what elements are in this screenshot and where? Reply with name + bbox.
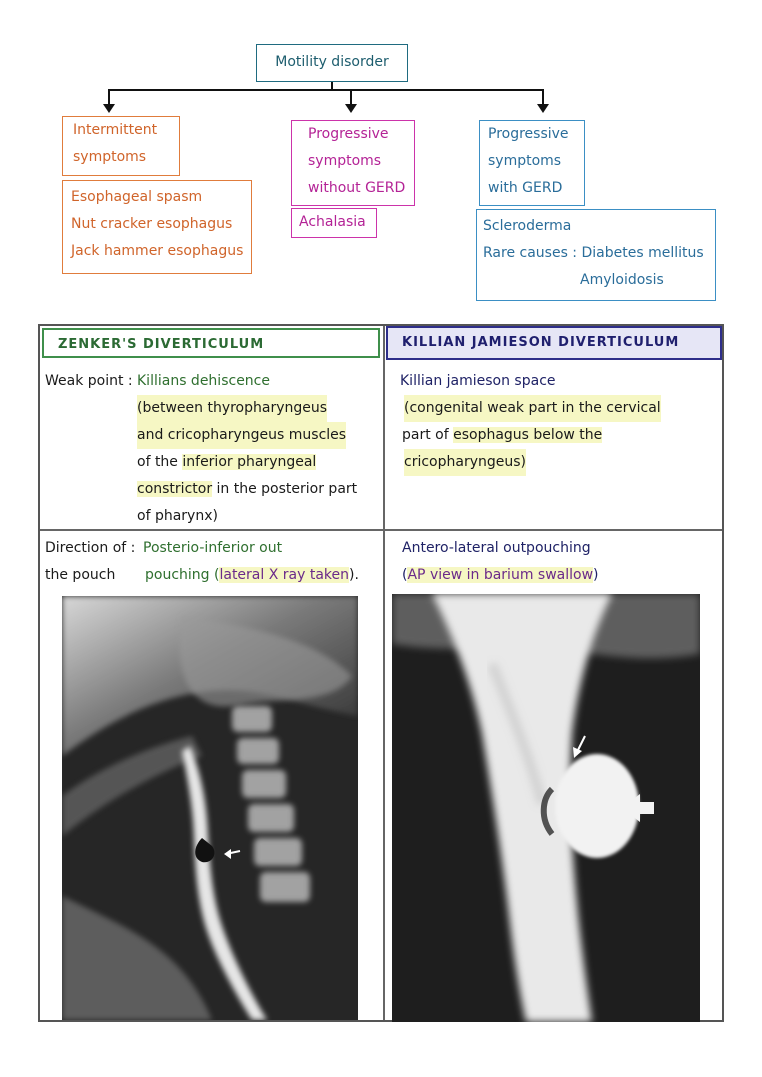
branch1-item-1: Esophageal spasm xyxy=(71,189,203,205)
branch1-item-2: Nut cracker esophagus xyxy=(71,216,233,232)
branch3-item-2: Rare causes : Diabetes mellitus xyxy=(483,245,704,261)
connector-right-down xyxy=(542,89,544,105)
root-label: Motility disorder xyxy=(275,54,389,70)
zenker-header: ZENKER'S DIVERTICULUM xyxy=(42,328,380,358)
right-dir-line-2c: ) xyxy=(593,567,599,583)
right-weak-line-3a: part of xyxy=(402,427,454,443)
right-dir-line-2b: AP view in barium swallow xyxy=(407,567,594,583)
left-dir-line-2b: lateral X ray taken xyxy=(219,567,349,583)
connector-horizontal xyxy=(108,89,544,91)
branch1-label-2: symptoms xyxy=(73,149,147,165)
branch3-item-1: Scleroderma xyxy=(483,218,572,234)
left-dir-label-1: Direction of : xyxy=(45,540,136,556)
right-dir-line-2a: ( xyxy=(402,567,408,583)
left-dir-line-2a: pouching ( xyxy=(145,567,220,583)
connector-mid-down xyxy=(350,89,352,105)
left-weak-line-3: and cricopharyngeus muscles xyxy=(137,422,346,449)
branch2-label-3: without GERD xyxy=(308,180,406,196)
right-weak-line-3b: esophagus below the xyxy=(453,427,603,443)
left-dir-line-2 xyxy=(145,562,359,589)
killian-xray-image xyxy=(392,594,700,1022)
root-box xyxy=(256,44,408,82)
comparison-table xyxy=(38,324,724,1022)
left-weak-line-4 xyxy=(137,449,316,476)
branch2-label-2: symptoms xyxy=(308,153,382,169)
branch1-label-1: Intermittent xyxy=(73,122,158,138)
branch3-label-1: Progressive xyxy=(488,126,569,142)
branch3-items-box xyxy=(476,209,716,301)
zenker-xray-image xyxy=(62,596,358,1020)
connector-left-down xyxy=(108,89,110,105)
killian-xray-drawing xyxy=(392,594,700,1022)
left-weak-line-2: (between thyropharyngeus xyxy=(137,395,327,422)
branch3-label-3: with GERD xyxy=(488,180,563,196)
left-weak-line-5b: in the posterior part xyxy=(212,481,358,497)
right-weak-line-3 xyxy=(402,422,602,449)
branch2-item-1: Achalasia xyxy=(299,214,366,230)
left-weak-line-5 xyxy=(137,476,357,503)
branch1-item-3: Jack hammer esophagus xyxy=(71,243,244,259)
branch3-label-2: symptoms xyxy=(488,153,562,169)
branch1-items-box xyxy=(62,180,252,274)
arrow-right-icon xyxy=(537,104,549,113)
left-dir-line-1: Posterio-inferior out xyxy=(143,540,283,556)
left-weak-label: Weak point : xyxy=(45,373,133,389)
branch2-items-box xyxy=(291,208,377,238)
arrow-mid-icon xyxy=(345,104,357,113)
branch2-box xyxy=(291,120,415,206)
left-dir-label-2: the pouch xyxy=(45,567,116,583)
right-weak-line-1: Killian jamieson space xyxy=(400,373,556,389)
arrow-left-icon xyxy=(103,104,115,113)
branch3-item-3: Amyloidosis xyxy=(580,272,664,288)
branch3-box xyxy=(479,120,585,206)
left-weak-line-4b: inferior pharyngeal xyxy=(182,454,317,470)
killian-header: KILLIAN JAMIESON DIVERTICULUM xyxy=(386,326,722,360)
left-weak-line-6: of pharynx) xyxy=(137,508,218,524)
right-weak-line-4: cricopharyngeus) xyxy=(404,449,526,476)
left-dir-line-2c: ). xyxy=(349,567,359,583)
right-dir-line-2 xyxy=(402,562,599,589)
right-weak-line-2: (congenital weak part in the cervical xyxy=(404,395,661,422)
right-dir-line-1: Antero-lateral outpouching xyxy=(402,540,591,556)
left-weak-line-1: Killians dehiscence xyxy=(137,373,270,389)
left-weak-line-4a: of the xyxy=(137,454,183,470)
zenker-xray-drawing xyxy=(62,596,358,1020)
branch2-label-1: Progressive xyxy=(308,126,389,142)
table-vertical-divider xyxy=(383,326,385,1020)
left-weak-line-5a: constrictor xyxy=(137,481,213,497)
branch1-box xyxy=(62,116,180,176)
